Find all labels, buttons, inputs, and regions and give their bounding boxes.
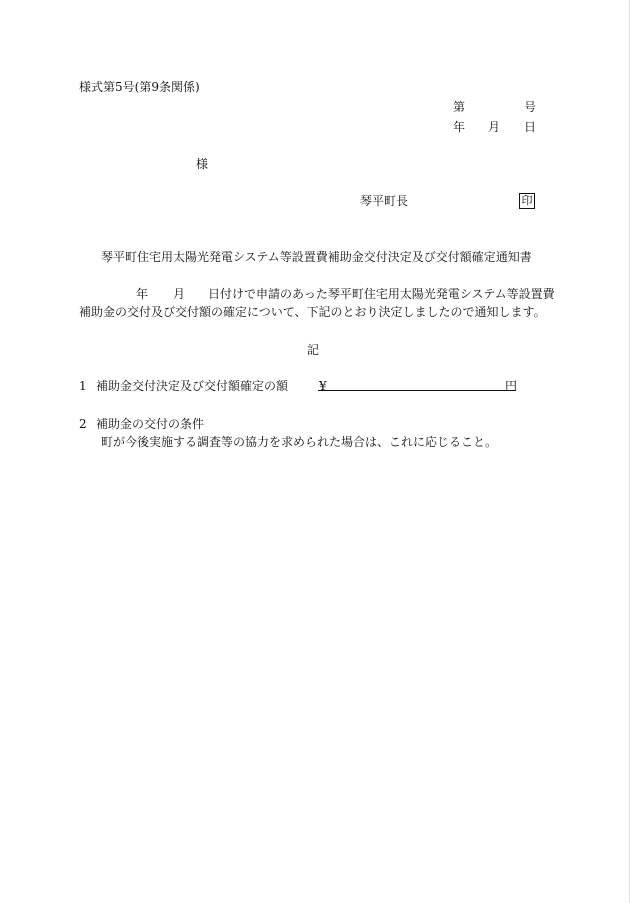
addressee-honorific: 様 [196,157,209,171]
body-line-2: 補助金の交付及び交付額の確定について、下記のとおり決定しましたので通知します。 [79,305,546,319]
date-year: 年 [453,120,466,134]
date-month: 月 [488,120,501,134]
item-2-label: 補助金の交付の条件 [96,417,205,431]
item-2-detail: 町が今後実施する調査等の協力を求められた場合は、これに応じること。 [101,435,498,449]
doc-number-prefix: 第 [453,100,466,114]
seal-mark: 印 [519,193,535,209]
item-1-number: 1 [79,379,87,393]
item-1-label: 補助金交付決定及び交付額確定の額 [96,379,289,393]
doc-number-suffix: 号 [524,100,537,114]
date-day: 日 [524,120,537,134]
issuer-name: 琴平町長 [360,194,409,208]
body-month: 月 [173,287,186,301]
amount-underline [318,390,516,391]
body-year: 年 [136,287,149,301]
item-1-unit: 円 [505,379,518,393]
form-number: 様式第5号(第9条関係) [79,80,200,94]
item-1-currency: ¥ [319,379,327,393]
ki-heading: 記 [307,343,320,357]
body-line-1: 日付けで申請のあった琴平町住宅用太陽光発電システム等設置費 [208,287,555,301]
item-2-number: 2 [79,417,87,431]
document-title: 琴平町住宅用太陽光発電システム等設置費補助金交付決定及び交付額確定通知書 [101,250,532,264]
